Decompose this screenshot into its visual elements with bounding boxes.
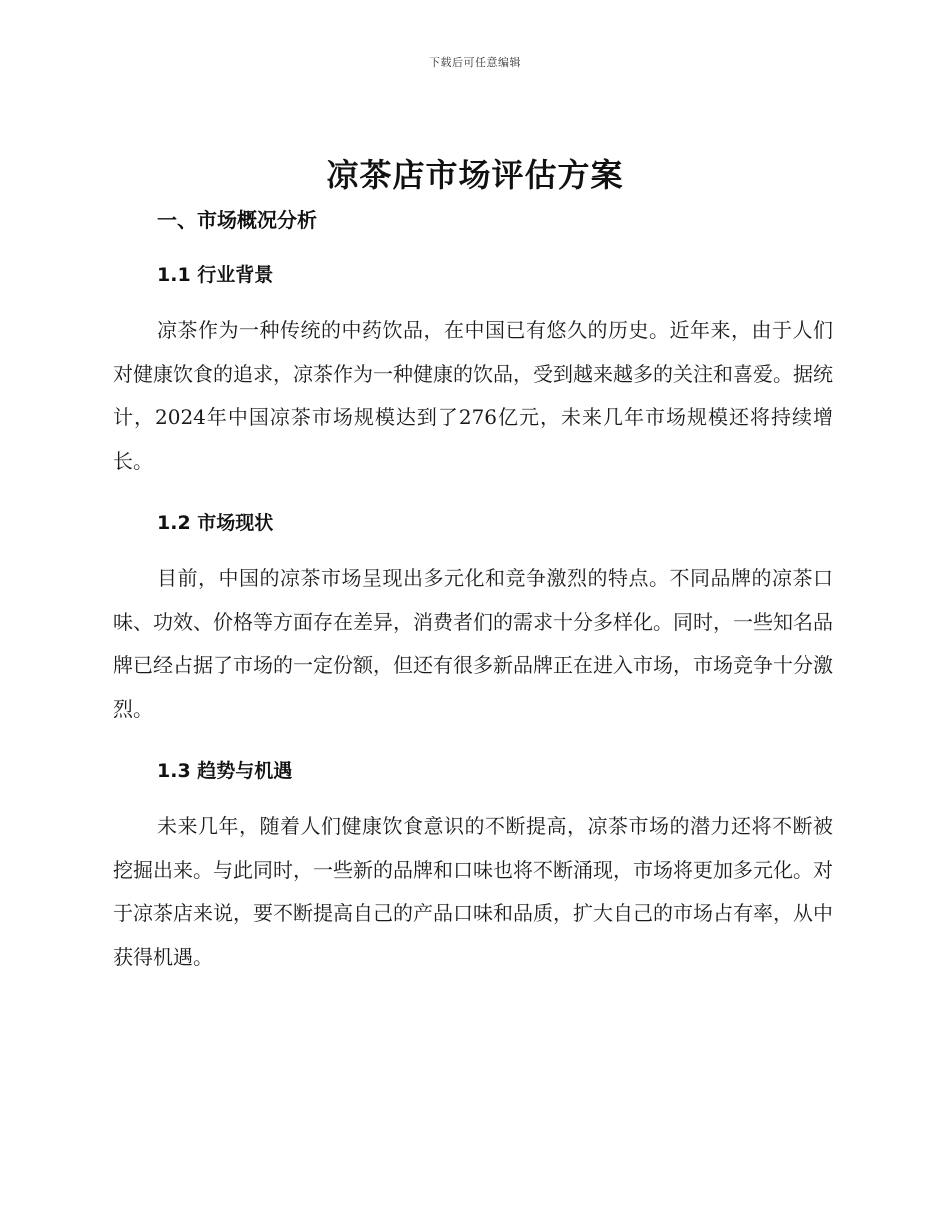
paragraph-industry-background: 凉茶作为一种传统的中药饮品，在中国已有悠久的历史。近年来，由于人们对健康饮食的追求，凉茶作为一种健康的饮品，受到越来越多的关注和喜爱。据统计，2024年中国凉茶市场规模达到了276亿元，未来几年市场规模还将持续增长。 [113,318,833,473]
subsection-heading-trends-opportunities: 1.3 趋势与机遇 [157,760,293,782]
document-title: 凉茶店市场评估方案 [326,156,624,194]
paragraph-trends-opportunities: 未来几年，随着人们健康饮食意识的不断提高，凉茶市场的潜力还将不断被挖掘出来。与此同时，一些新的品牌和口味也将不断涌现，市场将更加多元化。对于凉茶店来说，要不断提高自己的产品口味和品质，扩大自己的市场占有率，从中获得机遇。 [113,814,833,969]
section-heading-market-overview: 一、市场概况分析 [157,208,317,232]
subsection-heading-market-status: 1.2 市场现状 [157,512,274,534]
paragraph-market-status: 目前，中国的凉茶市场呈现出多元化和竞争激烈的特点。不同品牌的凉茶口味、功效、价格等方面存在差异，消费者们的需求十分多样化。同时，一些知名品牌已经占据了市场的一定份额，但还有很多新品牌正在进入市场，市场竞争十分激烈。 [113,566,833,721]
subsection-heading-industry-background: 1.1 行业背景 [157,264,274,286]
header-note: 下载后可任意编辑 [429,56,521,69]
document-body [113,205,833,979]
